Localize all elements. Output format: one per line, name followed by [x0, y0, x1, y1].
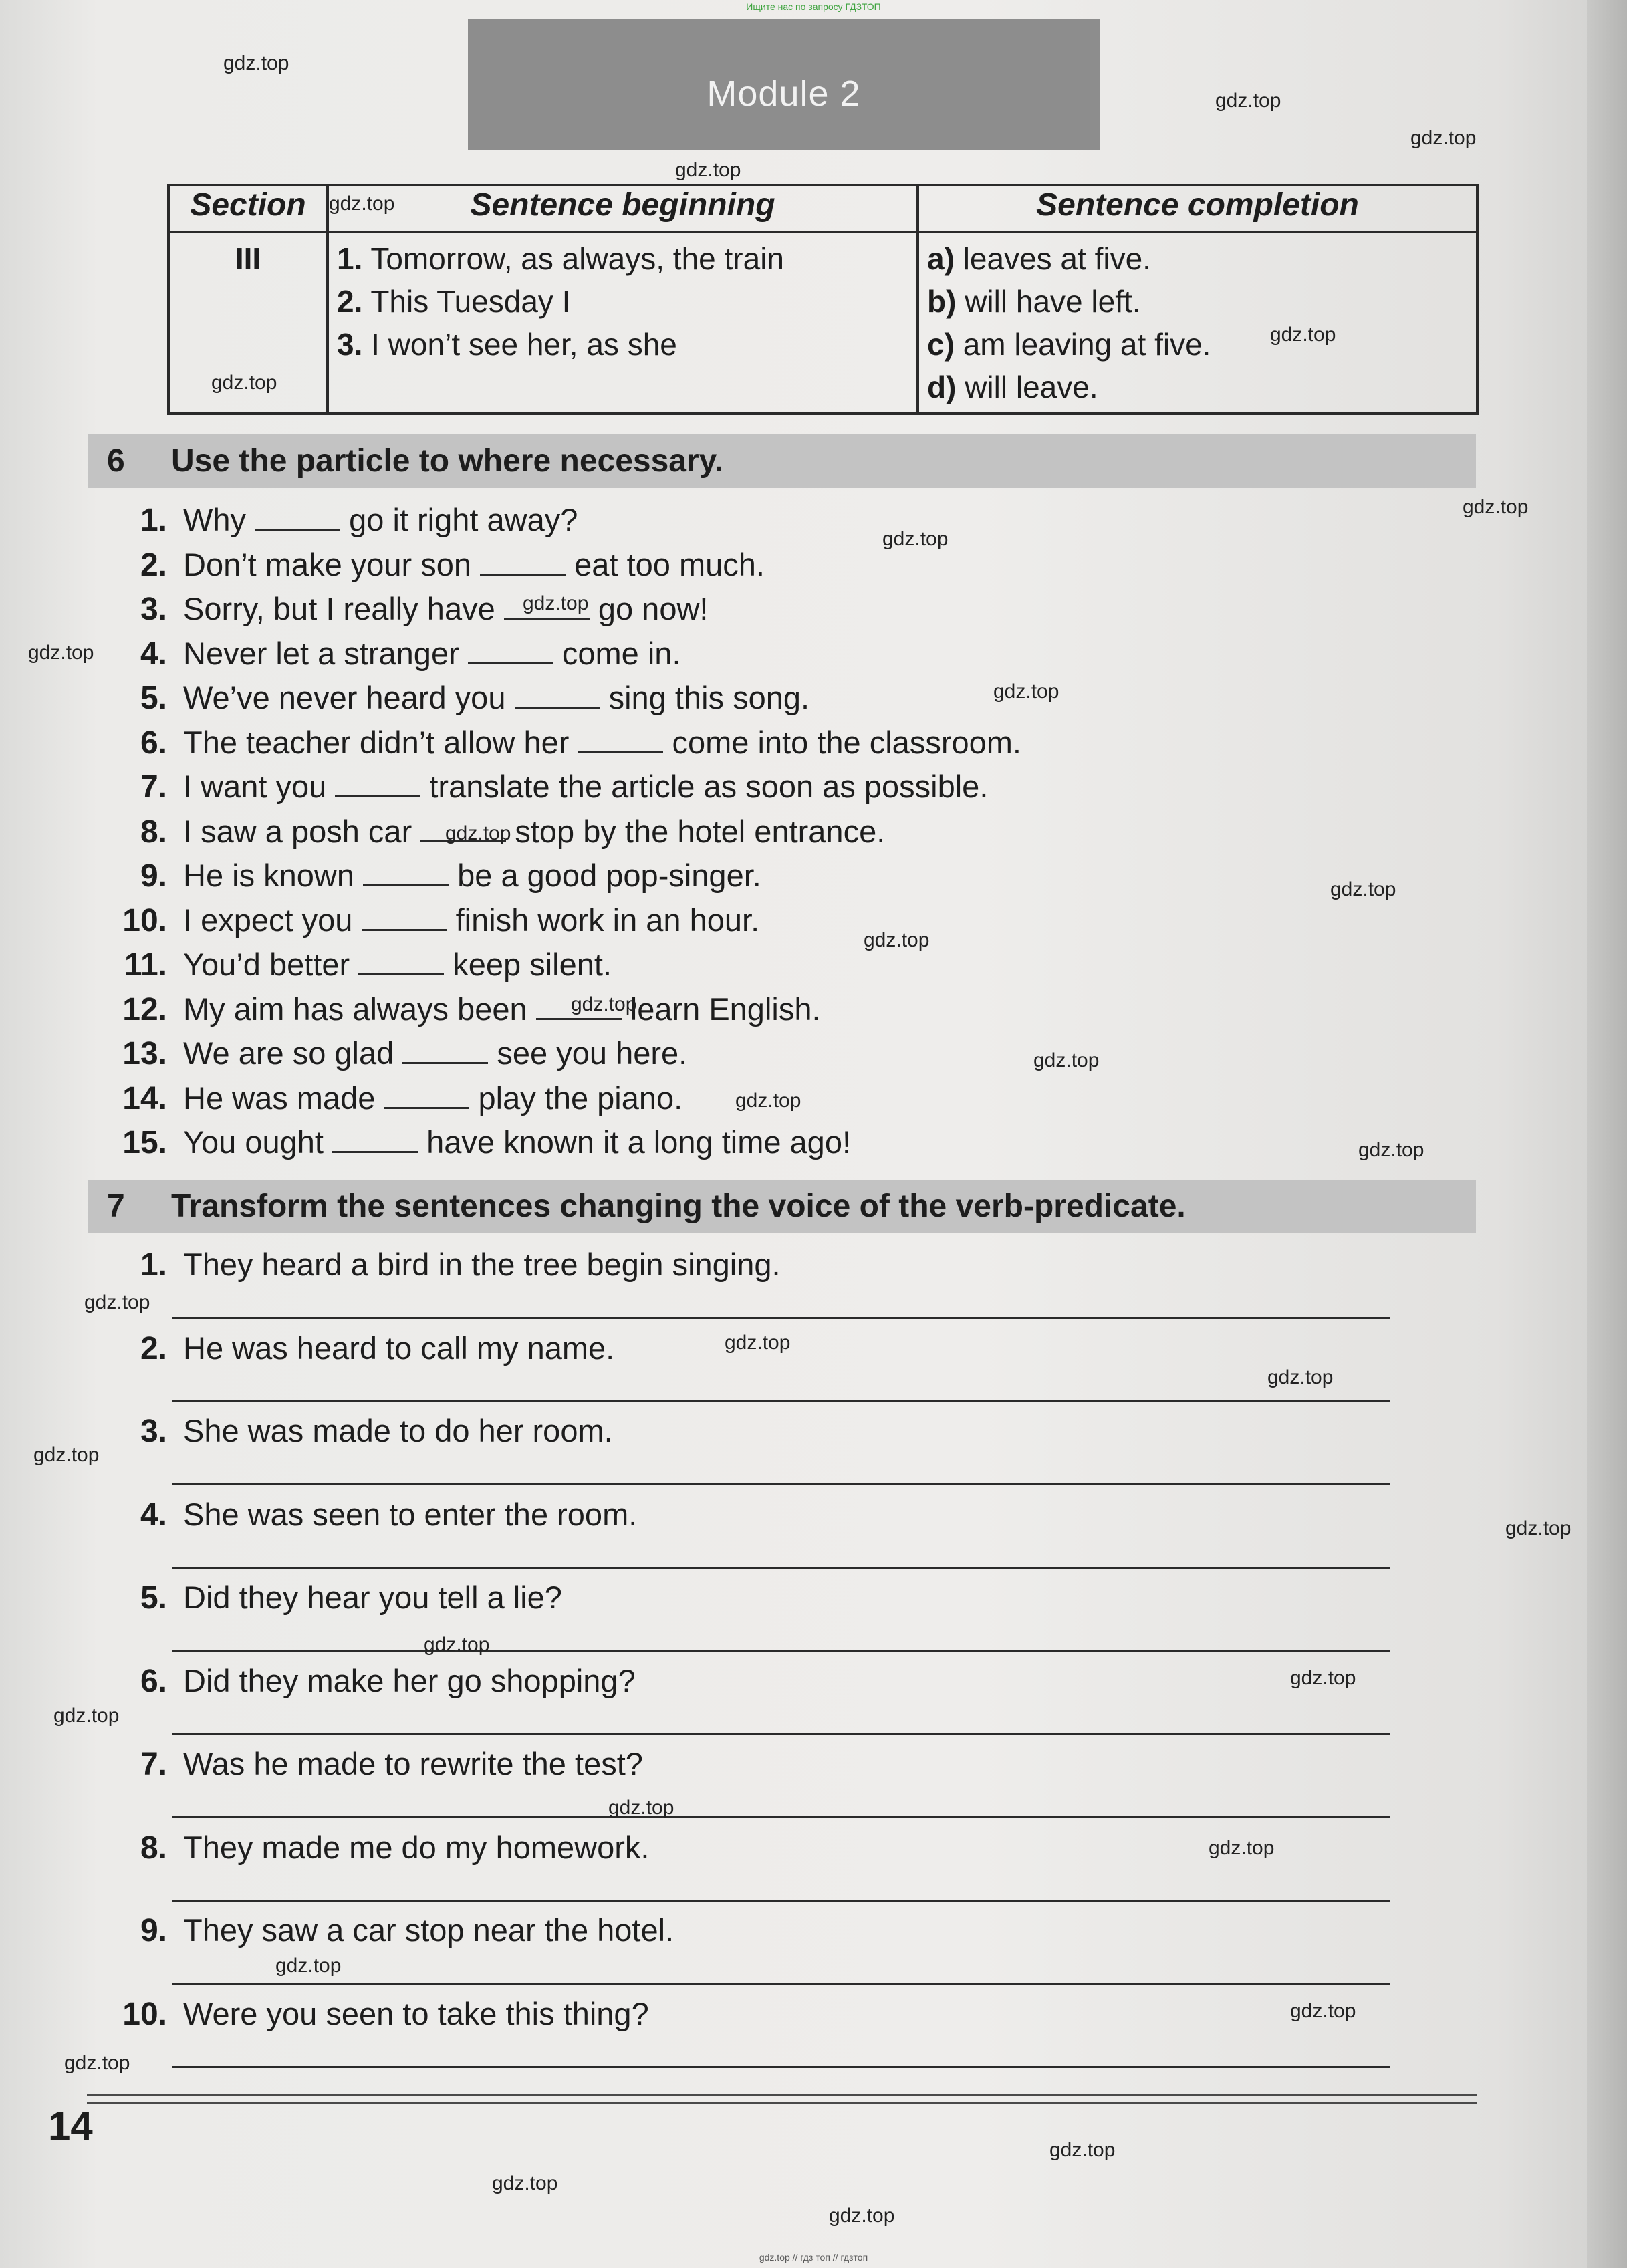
- bottom-note: gdz.top // гдз топ // гдзтоп: [759, 2252, 868, 2263]
- item-text: She was made to do her room.: [183, 1413, 613, 1448]
- item-text: Was he made to rewrite the test?: [183, 1746, 643, 1781]
- watermark: gdz.top: [993, 680, 1059, 703]
- item-number: 14.: [122, 1081, 167, 1116]
- item-text-before: He was made: [183, 1080, 376, 1116]
- item-number: 6.: [140, 725, 167, 761]
- completion-b: b) will have left.: [927, 284, 1141, 319]
- watermark: gdz.top: [1209, 1837, 1275, 1859]
- exercise-6-title: Use the particle to where necessary.: [171, 443, 724, 479]
- exercise-7-item: [80, 1910, 674, 1950]
- beginning-1: 1. Tomorrow, as always, the train: [337, 241, 785, 276]
- exercise-7-item: [80, 1328, 614, 1368]
- completion-c: c) am leaving at five.: [927, 327, 1211, 362]
- watermark: gdz.top: [735, 1090, 801, 1112]
- item-number: 5.: [140, 680, 167, 716]
- answer-blank[interactable]: [515, 680, 600, 709]
- item-number: 11.: [124, 947, 167, 983]
- item-text-after: go it right away?: [349, 502, 578, 537]
- answer-blank[interactable]: [363, 858, 449, 886]
- item-number: 3.: [140, 592, 167, 627]
- exercise-6-item: [80, 900, 759, 940]
- item-text-before: Why: [183, 502, 246, 537]
- answer-line[interactable]: [172, 1816, 1390, 1818]
- watermark: gdz.top: [1505, 1517, 1572, 1539]
- item-text-before: I expect you: [183, 902, 353, 938]
- answer-line[interactable]: [172, 1900, 1390, 1902]
- watermark: gdz.top: [1033, 1049, 1100, 1072]
- beginnings-cell: [328, 232, 918, 414]
- item-number: 7.: [140, 769, 167, 805]
- item-number: 2.: [140, 547, 167, 583]
- watermark: gdz.top: [1049, 2139, 1116, 2161]
- page-edge-shadow: [1587, 0, 1627, 2268]
- item-text-before: My aim has always been: [183, 991, 527, 1027]
- item-number: 10.: [122, 903, 167, 938]
- watermark: gdz.top: [675, 159, 741, 181]
- exercise-6-item: [80, 723, 1021, 763]
- exercise-7-item: [80, 1495, 637, 1535]
- item-text: Did they make her go shopping?: [183, 1663, 636, 1698]
- exercise-6-item: [80, 856, 761, 896]
- watermark: gdz.top: [829, 2204, 895, 2227]
- completion-d: d) will leave.: [927, 370, 1098, 404]
- item-text-after: go now!: [598, 591, 709, 626]
- watermark: gdz.top: [492, 2172, 558, 2194]
- watermark: gdz.top: [1410, 127, 1477, 149]
- item-text: They made me do my homework.: [183, 1830, 650, 1865]
- exercise-7-item: [80, 1245, 781, 1285]
- answer-line[interactable]: [172, 1400, 1390, 1402]
- footer-rule: [87, 2094, 1477, 2104]
- answer-blank[interactable]: [358, 947, 444, 975]
- exercise-6-number: 6: [107, 443, 125, 479]
- item-text-after: translate the article as soon as possible.: [429, 769, 989, 804]
- watermark: gdz.top: [53, 1705, 120, 1727]
- watermark: gdz.top: [1330, 878, 1396, 900]
- watermark: gdz.top: [882, 528, 949, 550]
- answer-blank[interactable]: [384, 1080, 469, 1109]
- section-label: III: [235, 241, 261, 276]
- item-number: 1.: [140, 503, 167, 538]
- answer-line[interactable]: [172, 1317, 1390, 1319]
- answer-blank[interactable]: [468, 636, 553, 664]
- watermark: gdz.top: [1463, 496, 1529, 518]
- answer-line[interactable]: [172, 2066, 1390, 2068]
- item-text: Did they hear you tell a lie?: [183, 1580, 562, 1615]
- item-text-before: I saw a posh car: [183, 813, 412, 849]
- beginning-2: 2. This Tuesday I: [337, 284, 571, 319]
- item-text-before: You’d better: [183, 947, 350, 982]
- completion-a: a) leaves at five.: [927, 241, 1151, 276]
- watermark: gdz.top: [275, 1955, 342, 1977]
- page-number: 14: [48, 2104, 93, 2148]
- table-body-row: [168, 232, 1477, 414]
- item-text-before: Never let a stranger: [183, 636, 459, 671]
- item-number: 10.: [122, 1997, 167, 2032]
- answer-blank[interactable]: [332, 1124, 418, 1153]
- exercise-7-item: [80, 1661, 636, 1701]
- watermark: gdz.top: [84, 1291, 150, 1313]
- watermark: gdz.top: [1267, 1366, 1334, 1388]
- watermark: gdz.top: [1358, 1139, 1424, 1161]
- exercise-7-item: [80, 1411, 613, 1451]
- watermark: gdz.top: [33, 1444, 100, 1466]
- exercise-6-item: [80, 1122, 851, 1162]
- exercise-6-header: [88, 434, 1476, 488]
- watermark: gdz.top: [1290, 2000, 1356, 2022]
- item-number: 6.: [140, 1664, 167, 1699]
- watermark: gdz.top: [28, 642, 94, 664]
- exercise-6-item: [80, 767, 988, 807]
- exercise-7-item: [80, 1828, 649, 1868]
- item-number: 5.: [140, 1580, 167, 1616]
- item-number: 2.: [140, 1331, 167, 1366]
- answer-blank[interactable]: [480, 547, 566, 576]
- header-section: Section: [168, 185, 328, 232]
- item-text-after: learn English.: [630, 991, 821, 1027]
- answer-blank[interactable]: [255, 502, 340, 531]
- watermark: gdz.top: [223, 52, 289, 74]
- exercise-6-item: [80, 500, 578, 540]
- item-text-before: You ought: [183, 1124, 324, 1160]
- item-text: She was seen to enter the room.: [183, 1497, 638, 1532]
- item-number: 4.: [140, 636, 167, 672]
- exercise-6-item: [80, 545, 765, 585]
- item-text-after: eat too much.: [574, 547, 765, 582]
- item-number: 8.: [140, 1830, 167, 1866]
- exercise-7-title: Transform the sentences changing the voice of the verb-predicate.: [171, 1188, 1186, 1224]
- item-number: 1.: [140, 1247, 167, 1283]
- item-text-before: Sorry, but I really have: [183, 591, 495, 626]
- completions-cell: [918, 232, 1477, 414]
- watermark: gdz.top: [424, 1634, 490, 1656]
- item-text-after: stop by the hotel entrance.: [515, 813, 886, 849]
- watermark: gdz.top: [523, 592, 589, 614]
- exercise-6-item: [80, 1033, 687, 1074]
- exercise-7-item: [80, 1578, 562, 1618]
- item-number: 8.: [140, 814, 167, 850]
- item-text-before: Don’t make your son: [183, 547, 472, 582]
- item-text-after: keep silent.: [453, 947, 612, 982]
- watermark: gdz.top: [1290, 1667, 1356, 1689]
- exercise-7-number: 7: [107, 1188, 125, 1224]
- item-text-after: sing this song.: [608, 680, 810, 715]
- item-text: Were you seen to take this thing?: [183, 1996, 649, 2031]
- item-number: 4.: [140, 1497, 167, 1533]
- watermark: gdz.top: [64, 2052, 130, 2074]
- exercise-6-item: [80, 1078, 682, 1118]
- watermark: gdz.top: [211, 372, 277, 394]
- header-beginning: Sentence beginning: [328, 185, 918, 232]
- exercise-6-item: [80, 589, 708, 629]
- item-text-before: I want you: [183, 769, 327, 804]
- item-number: 15.: [122, 1125, 167, 1160]
- item-number: 9.: [140, 858, 167, 894]
- watermark: gdz.top: [1215, 90, 1281, 112]
- item-text-after: see you here.: [497, 1035, 688, 1071]
- item-number: 7.: [140, 1747, 167, 1782]
- watermark: gdz.top: [329, 193, 395, 215]
- item-text-after: come in.: [561, 636, 681, 671]
- section-table: [167, 184, 1479, 415]
- watermark: gdz.top: [608, 1797, 674, 1819]
- item-number: 9.: [140, 1913, 167, 1948]
- answer-blank[interactable]: [402, 1035, 488, 1064]
- answer-blank[interactable]: [362, 902, 447, 931]
- answer-line[interactable]: [172, 1733, 1390, 1735]
- module-banner: Module 2: [468, 19, 1100, 150]
- answer-line[interactable]: [172, 1650, 1390, 1652]
- item-text: They heard a bird in the tree begin singing.: [183, 1247, 781, 1282]
- item-text-after: be a good pop-singer.: [457, 858, 761, 893]
- exercise-6-item: [80, 678, 809, 718]
- item-text-after: play the piano.: [478, 1080, 683, 1116]
- item-number: 12.: [122, 992, 167, 1027]
- exercise-6-item: [80, 989, 821, 1029]
- exercise-7-header: [88, 1180, 1476, 1233]
- watermark: gdz.top: [571, 993, 637, 1015]
- item-text-after: come into the classroom.: [672, 725, 1021, 760]
- answer-blank[interactable]: [335, 769, 420, 797]
- item-number: 3.: [140, 1414, 167, 1449]
- item-text-before: We’ve never heard you: [183, 680, 506, 715]
- exercise-6-item: [80, 944, 612, 985]
- watermark: gdz.top: [1270, 324, 1336, 346]
- item-number: 13.: [122, 1036, 167, 1072]
- beginning-3: 3. I won’t see her, as she: [337, 327, 677, 362]
- header-completion: Sentence completion: [918, 185, 1477, 232]
- item-text-after: have known it a long time ago!: [426, 1124, 852, 1160]
- top-note: Ищите нас по запросу ГДЗТОП: [746, 1, 881, 12]
- item-text: They saw a car stop near the hotel.: [183, 1912, 674, 1948]
- answer-blank[interactable]: [578, 725, 663, 753]
- answer-line[interactable]: [172, 1567, 1390, 1569]
- item-text-after: finish work in an hour.: [455, 902, 760, 938]
- item-text-before: The teacher didn’t allow her: [183, 725, 570, 760]
- item-text: He was heard to call my name.: [183, 1330, 615, 1366]
- answer-line[interactable]: [172, 1983, 1390, 1985]
- watermark: gdz.top: [725, 1332, 791, 1354]
- answer-line[interactable]: [172, 1483, 1390, 1485]
- item-text-before: We are so glad: [183, 1035, 394, 1071]
- watermark: gdz.top: [864, 929, 930, 951]
- watermark: gdz.top: [445, 822, 511, 844]
- exercise-7-item: [80, 1744, 643, 1784]
- exercise-6-item: [80, 634, 681, 674]
- exercise-7-item: [80, 1994, 649, 2034]
- item-text-before: He is known: [183, 858, 354, 893]
